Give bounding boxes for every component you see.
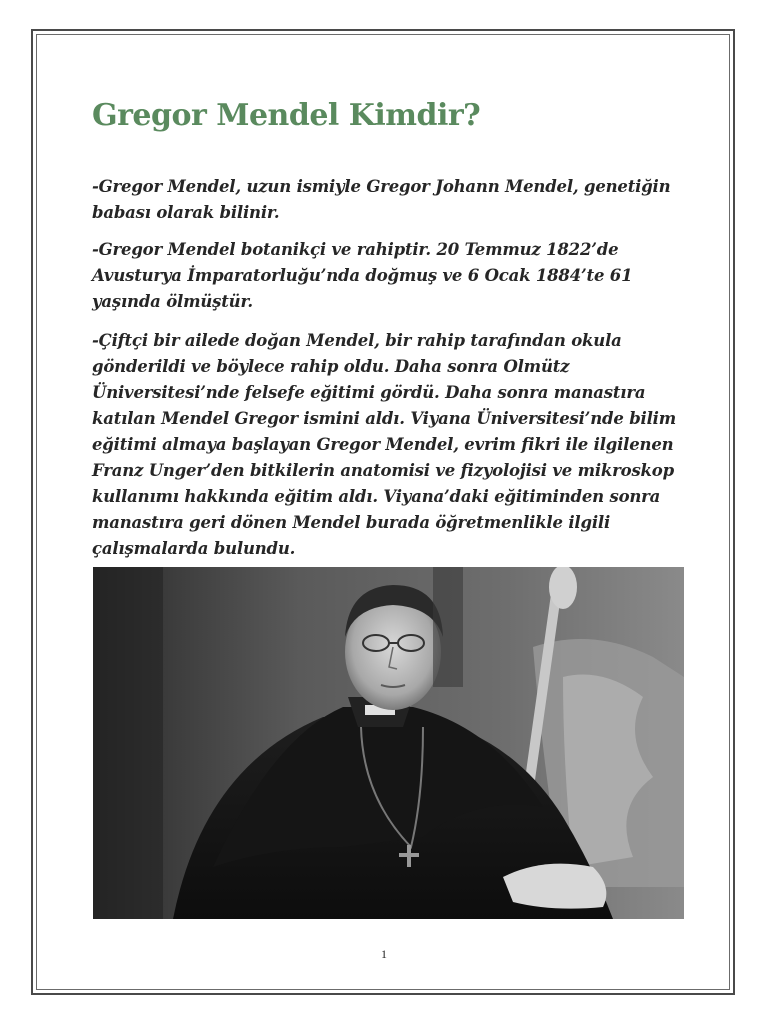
paragraph-biography: -Çiftçi bir ailede doğan Mendel, bir rahip tarafından okula gönderildi ve böylece rahip oldu. Daha sonra Olmütz Üniversitesi’nde felsefe eğitimi gördü. Daha sonra manastıra katılan Mendel Gregor ismini aldı. Viyana Üniversitesi’nde bilim eğitimi almaya başlayan Gregor Mendel, evrim fikri ile ilgilenen Franz Unger’den bitkilerin anatomisi ve fizyolojisi ve mikroskop kullanımı hakkında eğitim aldı. Viyana’daki eğitiminden sonra manastıra geri dönen Mendel burada öğretmenlikle ilgili çalışmalarda bulundu. — [92, 331, 677, 558]
paragraph-birth: -Gregor Mendel botanikçi ve rahiptir. 20 Temmuz 1822’de Avusturya İmparatorluğu’nda doğmuş ve 6 Ocak 1884’te 61 yaşında ölmüştür. — [92, 240, 633, 311]
page-title: Gregor Mendel Kimdir? — [92, 98, 481, 133]
mendel-portrait-image — [93, 567, 684, 919]
paragraph-intro: -Gregor Mendel, uzun ismiyle Gregor Johann Mendel, genetiğin babası olarak bilinir. — [92, 177, 671, 222]
page-number: 1 — [381, 947, 387, 961]
